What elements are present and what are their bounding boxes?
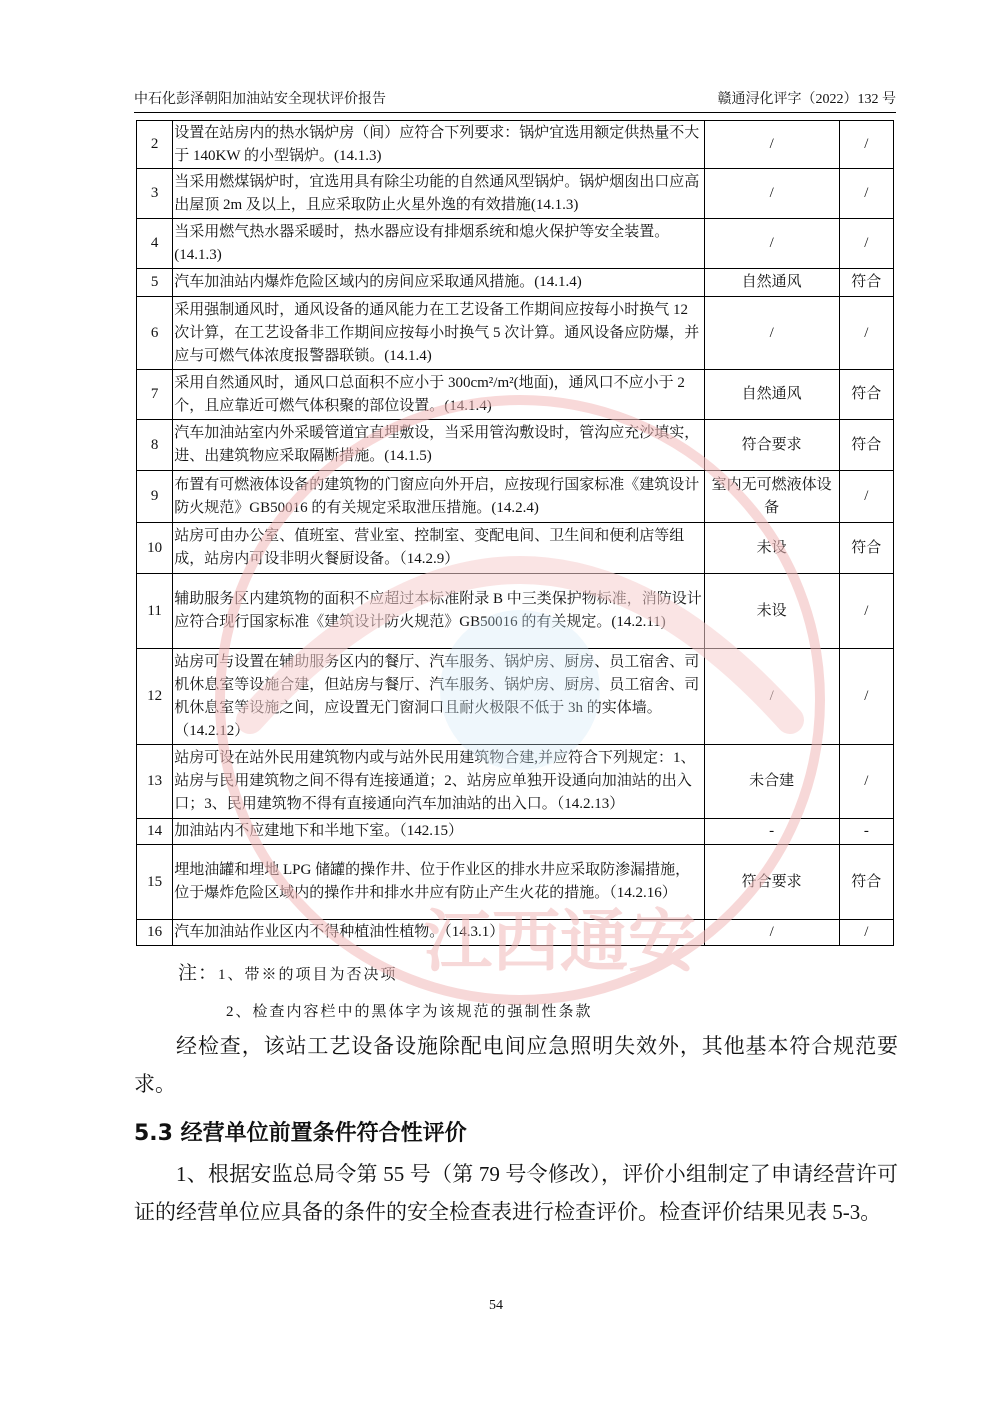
row-number: 5 <box>137 269 173 297</box>
check-item: 采用自然通风时，通风口总面积不应小于 300cm²/m²(地面)，通风口不应小于 2 个，且应靠近可燃气体积聚的部位设置。(14.1.4) <box>173 370 705 420</box>
check-conclusion: 符合 <box>839 523 893 574</box>
check-result: 自然通风 <box>704 370 839 420</box>
row-number: 7 <box>137 370 173 420</box>
row-number: 9 <box>137 471 173 523</box>
table-row <box>137 219 894 269</box>
check-conclusion: / <box>839 574 893 649</box>
check-item: 汽车加油站室内外采暖管道宜直埋敷设，当采用管沟敷设时，管沟应充沙填实，进、出建筑物应采取隔断措施。(14.1.5) <box>173 420 705 471</box>
check-conclusion: / <box>839 649 893 745</box>
section-heading: 5.3 经营单位前置条件符合性评价 <box>134 1121 467 1146</box>
table-row <box>137 819 894 845</box>
note-line-1: 1、带※的项目为否决项 <box>218 967 398 983</box>
check-item: 汽车加油站作业区内不得种植油性植物。（14.3.1） <box>173 920 705 946</box>
header-document-number: 赣通浔化评字（2022）132 号 <box>717 92 896 107</box>
check-conclusion: - <box>839 819 893 845</box>
table-row <box>137 920 894 946</box>
check-item: 站房可设在站外民用建筑物内或与站外民用建筑物合建,并应符合下列规定：1、站房与民用建筑物之间不得有连接通道；2、站房应单独开设通向加油站的出入口；3、民用建筑物不得有直接通向汽车加油站的出入口。（14.2.13） <box>173 745 705 819</box>
check-result: / <box>704 649 839 745</box>
table-row <box>137 745 894 819</box>
table-row <box>137 649 894 745</box>
row-number: 6 <box>137 297 173 370</box>
check-conclusion: / <box>839 745 893 819</box>
row-number: 4 <box>137 219 173 269</box>
note-line-2: 2、检查内容栏中的黑体字为该规范的强制性条款 <box>226 1004 593 1020</box>
table-row <box>137 420 894 471</box>
check-result: 符合要求 <box>704 845 839 920</box>
check-item: 站房可与设置在辅助服务区内的餐厅、汽车服务、锅炉房、厨房、员工宿舍、司机休息室等设施合建，但站房与餐厅、汽车服务、锅炉房、厨房、员工宿舍、司机休息室等设施之间，应设置无门窗洞口且耐火极限不低于 3h 的实体墙。（14.2.12） <box>173 649 705 745</box>
check-conclusion: / <box>839 219 893 269</box>
check-conclusion: / <box>839 297 893 370</box>
check-result: 室内无可燃液体设备 <box>704 471 839 523</box>
watermark-text: 江西通安 <box>423 903 697 982</box>
check-item: 布置有可燃液体设备的建筑物的门窗应向外开启，应按现行国家标准《建筑设计防火规范》GB50016 的有关规定采取泄压措施。(14.2.4) <box>173 471 705 523</box>
check-conclusion: / <box>839 920 893 946</box>
check-result: / <box>704 297 839 370</box>
check-result: 未设 <box>704 523 839 574</box>
check-result: / <box>704 920 839 946</box>
section-body <box>134 1155 898 1231</box>
check-result: 符合要求 <box>704 420 839 471</box>
row-number: 8 <box>137 420 173 471</box>
row-number: 2 <box>137 121 173 169</box>
check-item: 设置在站房内的热水锅炉房（间）应符合下列要求：锅炉宜选用额定供热量不大于 140KW 的小型锅炉。(14.1.3) <box>173 121 705 169</box>
check-result: / <box>704 219 839 269</box>
check-result: 未合建 <box>704 745 839 819</box>
row-number: 16 <box>137 920 173 946</box>
table-row <box>137 845 894 920</box>
check-conclusion: 符合 <box>839 845 893 920</box>
table-row <box>137 169 894 219</box>
check-conclusion: / <box>839 169 893 219</box>
check-item: 当采用燃气热水器采暖时，热水器应设有排烟系统和熄火保护等安全装置。(14.1.3) <box>173 219 705 269</box>
table-row <box>137 121 894 169</box>
check-result: / <box>704 169 839 219</box>
page-number: 54 <box>489 1298 503 1313</box>
table-row <box>137 269 894 297</box>
check-conclusion: 符合 <box>839 370 893 420</box>
check-result: 未设 <box>704 574 839 649</box>
row-number: 13 <box>137 745 173 819</box>
header-report-title: 中石化彭泽朝阳加油站安全现状评价报告 <box>134 92 386 107</box>
evaluation-paragraph: 1、根据安监总局令第 55 号（第 79 号令修改），评价小组制定了申请经营许可证的经营单位应具备的条件的安全检查表进行检查评价。检查评价结果见表 5-3。 <box>134 1162 898 1224</box>
check-item: 当采用燃煤锅炉时，宜选用具有除尘功能的自然通风型锅炉。锅炉烟囱出口应高出屋顶 2m 及以上，且应采取防止火星外逸的有效措施(14.1.3) <box>173 169 705 219</box>
row-number: 11 <box>137 574 173 649</box>
check-conclusion: 符合 <box>839 420 893 471</box>
row-number: 10 <box>137 523 173 574</box>
check-item: 辅助服务区内建筑物的面积不应超过本标准附录 B 中三类保护物标准，消防设计应符合现行国家标准《建筑设计防火规范》GB50016 的有关规定。(14.2.11) <box>173 574 705 649</box>
table-row <box>137 523 894 574</box>
table-row <box>137 574 894 649</box>
row-number: 14 <box>137 819 173 845</box>
notes-label: 注： <box>178 963 219 984</box>
check-result: - <box>704 819 839 845</box>
conclusion-paragraph: 经检查，该站工艺设备设施除配电间应急照明失效外，其他基本符合规范要求。 <box>134 1034 898 1096</box>
check-item: 采用强制通风时，通风设备的通风能力在工艺设备工作期间应按每小时换气 12 次计算，在工艺设备非工作期间应按每小时换气 5 次计算。通风设备应防爆，并应与可燃气体浓度报警器联锁。(14.1.4) <box>173 297 705 370</box>
check-result: / <box>704 121 839 169</box>
inspection-conclusion <box>134 1027 898 1103</box>
check-conclusion: 符合 <box>839 269 893 297</box>
row-number: 3 <box>137 169 173 219</box>
header-rule <box>134 112 896 113</box>
check-result: 自然通风 <box>704 269 839 297</box>
check-item: 汽车加油站内爆炸危险区域内的房间应采取通风措施。(14.1.4) <box>173 269 705 297</box>
check-conclusion: / <box>839 121 893 169</box>
row-number: 15 <box>137 845 173 920</box>
check-item: 加油站内不应建地下和半地下室。（142.15） <box>173 819 705 845</box>
safety-checklist-table <box>136 120 894 946</box>
table-row <box>137 471 894 523</box>
check-item: 站房可由办公室、值班室、营业室、控制室、变配电间、卫生间和便利店等组成，站房内可设非明火餐厨设备。（14.2.9） <box>173 523 705 574</box>
table-row <box>137 297 894 370</box>
page-header <box>134 90 896 110</box>
row-number: 12 <box>137 649 173 745</box>
check-item: 埋地油罐和埋地 LPG 储罐的操作井、位于作业区的排水井应采取防渗漏措施，位于爆炸危险区域内的操作井和排水井应有防止产生火花的措施。（14.2.16） <box>173 845 705 920</box>
table-row <box>137 370 894 420</box>
check-conclusion: / <box>839 471 893 523</box>
